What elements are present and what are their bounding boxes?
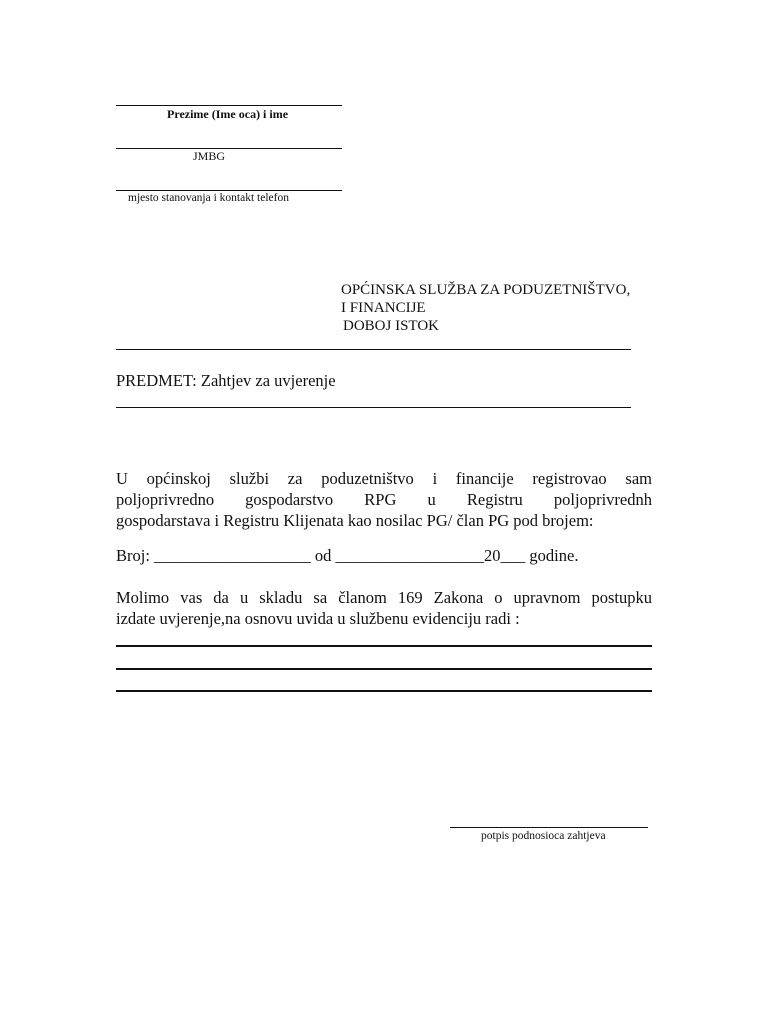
- signature-line: [450, 827, 648, 828]
- signature-label: potpis podnosioca zahtjeva: [481, 830, 606, 842]
- subject-text: PREDMET: Zahtjev za uvjerenje: [116, 371, 336, 390]
- separator-bottom: [116, 407, 631, 408]
- registration-number-line: Broj: ___________________ od __________________20___ godine.: [116, 546, 579, 565]
- jmbg-line: [116, 148, 342, 149]
- address-line: [116, 190, 342, 191]
- recipient-line-3: DOBOJ ISTOK: [343, 318, 439, 334]
- paragraph-2-line-1: Molimo vas da u skladu sa članom 169 Zakona o upravnom postupku: [116, 588, 652, 607]
- reason-line-3: [116, 690, 652, 692]
- separator-top: [116, 349, 631, 350]
- name-label: Prezime (Ime oca) i ime: [167, 107, 289, 121]
- body-paragraph-1: [116, 468, 652, 531]
- paragraph-1-line-1: U općinskoj službi za poduzetništvo i financije registrovao sam: [116, 469, 652, 488]
- reason-line-1: [116, 645, 652, 647]
- body-paragraph-2: [116, 587, 652, 629]
- name-line: [116, 105, 342, 106]
- paragraph-2-line-2: izdate uvjerenje,na osnovu uvida u službenu evidenciju radi :: [116, 609, 520, 628]
- paragraph-1-line-2: poljoprivredno gospodarstvo RPG u Registru poljoprivrednh: [116, 490, 652, 509]
- jmbg-label: JMBG: [193, 149, 226, 163]
- recipient-line-2: I FINANCIJE: [341, 300, 426, 316]
- address-label: mjesto stanovanja i kontakt telefon: [128, 192, 289, 204]
- reason-line-2: [116, 668, 652, 670]
- paragraph-1-line-3: gospodarstava i Registru Klijenata kao nosilac PG/ član PG pod brojem:: [116, 511, 594, 530]
- recipient-line-1: OPĆINSKA SLUŽBA ZA PODUZETNIŠTVO,: [341, 282, 631, 298]
